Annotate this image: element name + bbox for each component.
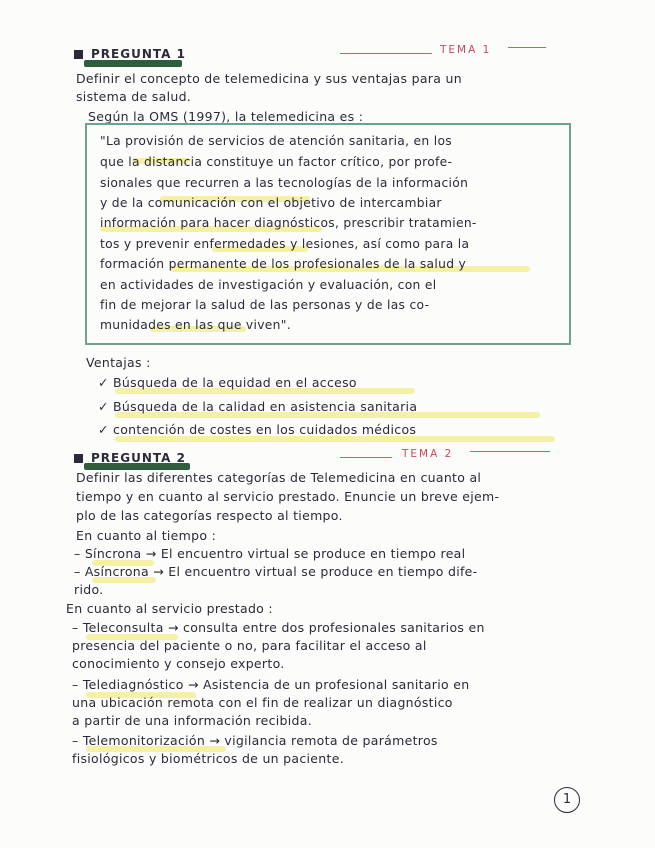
question-1-line-1: Definir el concepto de telemedicina y sus ventajas para un <box>76 71 462 86</box>
ventaja-item-2: ✓ Búsqueda de la calidad en asistencia sanitaria <box>98 399 418 414</box>
quote-line-7: formación permanente de los profesionales de la salud y <box>100 257 467 271</box>
tema-2-line-end <box>470 451 550 452</box>
tema-1-line <box>340 53 432 54</box>
servicio-item-3: – Telemonitorización → vigilancia remota de parámetros <box>72 733 438 748</box>
page-number-badge: 1 <box>554 787 580 813</box>
servicio-item-1-cont-a: presencia del paciente o no, para facilitar el acceso al <box>72 638 427 653</box>
quote-line-8: en actividades de investigación y evaluación, con el <box>100 278 437 292</box>
tiempo-label: En cuanto al tiempo : <box>76 528 217 543</box>
servicio-item-1: – Teleconsulta → consulta entre dos profesionales sanitarios en <box>72 620 485 635</box>
ventajas-label: Ventajas : <box>86 355 151 370</box>
question-2-header: PREGUNTA 2 <box>74 451 186 465</box>
question-2-line-3: plo de las categorías respecto al tiempo. <box>76 508 343 523</box>
bullet-square-icon <box>74 50 83 59</box>
servicio-item-2-cont-a: una ubicación remota con el fin de realizar un diagnóstico <box>72 695 453 710</box>
tiempo-item-2-cont: rido. <box>74 582 104 597</box>
tema-2-label: TEMA 2 <box>402 448 454 460</box>
quote-line-1: "La provisión de servicios de atención sanitaria, en los <box>100 134 452 148</box>
servicio-item-2-cont-b: a partir de una información recibida. <box>72 713 312 728</box>
servicio-label: En cuanto al servicio prestado : <box>66 601 273 616</box>
question-2-line-2: tiempo y en cuanto al servicio prestado. Enuncie un breve ejem- <box>76 489 500 504</box>
quote-line-4: y de la comunicación con el objetivo de intercambiar <box>100 196 442 210</box>
quote-line-10: munidades en las que viven". <box>100 318 291 332</box>
header-underline-bar <box>84 60 182 67</box>
quote-line-6: tos y prevenir enfermedades y lesiones, así como para la <box>100 237 470 251</box>
servicio-item-2: – Telediagnóstico → Asistencia de un profesional sanitario en <box>72 677 470 692</box>
question-2-line-1: Definir las diferentes categorías de Telemedicina en cuanto al <box>76 470 482 485</box>
servicio-item-1-cont-b: conocimiento y consejo experto. <box>72 656 285 671</box>
tema-1-line-end <box>508 47 546 48</box>
ventaja-item-1: ✓ Búsqueda de la equidad en el acceso <box>98 375 357 390</box>
quote-line-5: información para hacer diagnósticos, prescribir tratamien- <box>100 216 477 230</box>
oms-intro: Según la OMS (1997), la telemedicina es : <box>88 109 364 124</box>
quote-line-9: fin de mejorar la salud de las personas y de las co- <box>100 298 430 312</box>
tiempo-item-2: – Asíncrona → El encuentro virtual se produce en tiempo dife- <box>74 564 478 579</box>
ventaja-item-3: ✓ contención de costes en los cuidados médicos <box>98 422 417 437</box>
bullet-square-icon <box>74 454 83 463</box>
question-1-line-2: sistema de salud. <box>76 89 192 104</box>
tema-1-label: TEMA 1 <box>440 44 492 56</box>
question-1-header: PREGUNTA 1 <box>74 47 186 61</box>
quote-line-2: que la distancia constituye un factor crítico, por profe- <box>100 155 453 169</box>
tema-2-line <box>340 457 392 458</box>
tiempo-item-1: – Síncrona → El encuentro virtual se produce en tiempo real <box>74 546 466 561</box>
quote-line-3: sionales que recurren a las tecnologías de la información <box>100 176 469 190</box>
servicio-item-3-cont: fisiológicos y biométricos de un paciente. <box>72 751 344 766</box>
